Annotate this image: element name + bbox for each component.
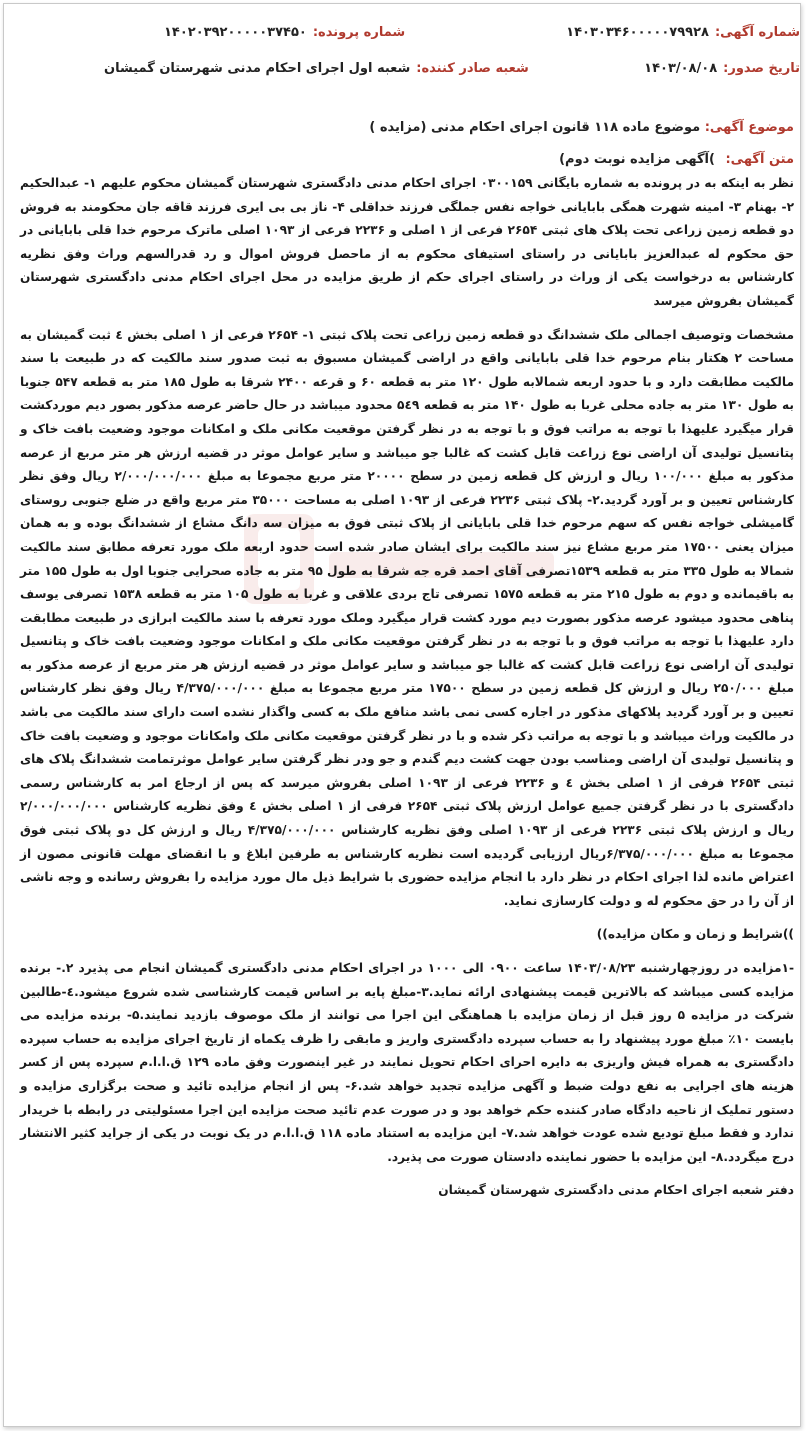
case-number <box>164 24 405 42</box>
issuer <box>104 60 529 78</box>
issue-date <box>644 60 800 78</box>
case-number-label: شماره پرونده: <box>312 25 406 40</box>
notice-number-label: شماره آگهی: <box>714 25 800 40</box>
body-paragraph-property-description: مشخصات وتوصیف اجمالی ملک ششدانگ دو قطعه زمین زراعی تحت پلاک ثبتی ۱- ۲۶۵۴ فرعی از ۱ اصلی بخش ٤ ثبت گمیشان به مساحت ۲ هکتار بنام مرحوم خدا قلی بابایانی واقع در اراضی گمیشان مسبوق به ثبت صدور سند مالکیت که در طبیعت با سند مالکیت مطابقت دارد و با حدود اربعه شمالابه طول ۱۲۰ متر به قطعه ۶۰ و قرعه ۲۴۰۰ شرقا به طول ۱۸۵ متر به قطعه ۵۴۷ جنوبا به طول ۱۳۰ متر به جاده محلی غربا به طول ۱۴۰ متر به قطعه ۵٤۹ محدود میباشد در حال حاضر عرصه مذکور بصور دیم موردکشت قرار میگیرد علیهذا با توجه به مراتب فوق و با توجه به در نظر گرفتن موقعیت مکانی ملک و امکانات موجود وضعیت بافت خاک و پتانسیل تولیدی آن اراضی نوع زراعت قابل کشت که غالبا جو میباشد و سایر عوامل موثر در قضیه ارزش هر متر مربع از عرصه مذکور به مبلغ ۱۰۰/۰۰۰ ریال و ارزش کل قطعه زمین در سطح ۲۰۰۰۰ متر مربع مجموعا به مبلغ ۲/۰۰۰/۰۰۰/۰۰۰ ریال وفق نظر کارشناس تعیین و بر آورد گردید.۲- پلاک ثبتی ۲۲۳۶ فرعی از ۱۰۹۳ اصلی به مساحت ۳۵۰۰۰ متر مربع واقع در ضلع جنوبی روستای گامیشلی خواجه نفس که سهم مرحوم خدا قلی بابایانی از پلاک ثبتی فوق به میزان سه دانگ مشاع از ششدانگ بوده و به همان میزان یعنی ۱۷۵۰۰ متر مربع مشاع نیز سند مالکیت برای ایشان صادر شده است حدود اربعه ملک مورد تعرفه مطابق سند مالکیت شمالا به طول ۳۳۵ متر به قطعه ۱۵۳۹تصرفی آقای احمد قره جه شرقا به طول ۹۵ متر به جاده صحرایی جنوبا اول به طول ۱۵۵ متر به باقیمانده و دوم به طول ۲۱۵ متر به قطعه ۱۵۷۵ تصرفی تاج بردی علاقی و غربا به طول ۱۰۵ متر به قطعه ۱۵۳۸ تصرفی یوسف پناهی محدود میشود عرصه مذکور بصورت دیم مورد کشت قرار میگیرد وملک مورد تعرفه با سند مالکیت ابرازی در طبیعت مطابقت دارد علیهذا با توجه به مراتب فوق و با توجه به در نظر گرفتن موقعیت مکانی ملک و امکانات موجود وضعیت بافت خاک و پتانسیل تولیدی آن اراضی نوع زراعت قابل کشت که غالبا جو میباشد و سایر عوامل موثر در قضیه ارزش هر متر مربع از عرصه مذکور به مبلغ ۲۵۰/۰۰۰ ریال و ارزش کل قطعه زمین در سطح ۱۷۵۰۰ متر مربع مجموعا به مبلغ ۴/۳۷۵/۰۰۰/۰۰۰ ریال وفق نظر کارشناس تعیین و بر آورد گردید پلاکهای مذکور در اجاره کسی نمی باشد منافع ملک به کسی واگذار نشده است دارای سند مالکیت می باشد در مالکیت وراث میباشد و با توجه به مراتب ذکر شده و با در نظر گرفتن موقعیت مکانی ملک وامکانات موجود و وضعیت بافت خاک و پتانسیل تولیدی آن اراضی ومناسب بودن جهت کشت دیم گندم و جو ودر نظر گرفتن سایر عوامل موثرتمامت ششدانگ پلاک های ثبتی ۲۶۵۴ فرفی از ۱ اصلی بخش ٤ و ۲۲۳۶ فرعی از ۱۰۹۳ اصلی بفروش میرسد که پس از ارجاع امر به کارشناس رسمی دادگستری با در نظر گرفتن جمیع عوامل ارزش پلاک ثبتی ۲۶۵۴ فرفی از ۱ اصلی بخش ٤ وفق نظریه کارشناس ۲/۰۰۰/۰۰۰/۰۰۰ ریال و ارزش پلاک ثبتی ۲۲۳۶ فرعی از ۱۰۹۳ اصلی وفق نظریه کارشناس ۴/۳۷۵/۰۰۰/۰۰۰ ریال و ارزش کل دو پلاک ثبتی فوق مجموعا به مبلغ ۶/۳۷۵/۰۰۰/۰۰۰ریال ارزیابی گردیده است نظریه کارشناس به طرفین ابلاغ و با انقضای مهلت قانونی مصون از اعتراض مانده لذا اجرای احکام در نظر دارد با انجام مزایده حضوری با شرایط ذیل مال مورد مزایده را بفروش رسانده و وجه ناشی از آن را در حق محکوم له و دولت کارسازی نماید. <box>20 327 795 908</box>
notice-number-value: ۱۴۰۳۰۳۴۶۰۰۰۰۰۷۹۹۲۸ <box>566 25 709 40</box>
notice-number <box>566 24 800 42</box>
subject-value: موضوع ماده ۱۱۸ قانون اجرای احکام مدنی (مزایده ) <box>369 120 701 135</box>
case-number-value: ۱۴۰۲۰۳۹۲۰۰۰۰۰۳۷۴۵۰ <box>164 25 307 40</box>
notice-text-label: متن آگهی: <box>725 152 794 167</box>
meta-row-issue <box>14 60 800 96</box>
subject-label: موضوع آگهی: <box>704 120 794 135</box>
body-paragraph-conditions: -۱مزایده در روزچهارشنبه ۱۴۰۳/۰۸/۲۳ ساعت ۰۹۰۰ الی ۱۰۰۰ در اجرای احکام مدنی دادگستری گمیشان انجام می پذیرد ۲.- برنده مزایده کسی میباشد که بالاترین قیمت پیشنهادی ارائه نماید.۳-مبلغ پایه بر اساس قیمت کارشناسی شده شروع میشود.٤-طالبین شرکت در مزایده ۵ روز قبل از زمان مزایده با هماهنگی این اجرا می توانند از ملک موصوف بازدید نمایند.۵- برنده مزایده می بایست ۱۰٪ مبلغ مورد پیشنهاد را به حساب سپرده دادگستری واریز و مابقی را ظرف یکماه از تاریخ اجرای مزایده به حساب سپرده دادگستری به همراه فیش واریزی به دایره احرای احکام تحویل نمایند در غیر اینصورت وفق ماده ۱۲۹ ق.ا.ا.م سپرده پس از کسر هزینه های اجرایی به نفع دولت ضبط و آگهی مزایده تجدید خواهد شد.۶- پس از انجام مزایده تائید و صحت برگزاری مزایده و دستور تملیک از ناحیه دادگاه صادر کننده حکم خواهد بود و در صورت عدم تائید صحت مزایده این اجرا مسئولیتی در رابطه با خریدار ندارد و فقط مبلغ تودیع شده عودت خواهد شد.۷- این مزایده به استناد ماده ۱۱۸ ق.ا.ا.م در یک نوبت در یکی از جراید کثیر الانتشار درج میگردد.۸- این مزایده با حضور نماینده دادستان صورت می پذیرد. <box>20 961 795 1164</box>
notice-title: )آگهی مزایده نوبت دوم) <box>559 152 715 167</box>
footer-signature: دفتر شعبه اجرای احکام مدنی دادگستری شهرستان گمیشان <box>438 1183 794 1198</box>
issue-date-value: ۱۴۰۳/۰۸/۰۸ <box>644 61 718 76</box>
body-paragraph-intro: نظر به اینکه به در پرونده به شماره بایگانی ۰۳۰۰۱۵۹ اجرای احکام مدنی دادگستری شهرستان گمیشان محکوم علیهم ۱- عبدالحکیم ۲- بهنام ۳- امینه شهرت همگی بابایانی خواجه نفس جملگی فرزند خداقلی ۴- ناز بی بی ایری فرزند قاقه جان محکومند به فروش دو قطعه زمین زراعی تحت پلاک های ثبتی ۲۶۵۴ فرعی از ۱ اصلی و ۲۲۳۶ فرعی از ۱۰۹۳ اصلی ماترک مرحوم خدا قلی بابایانی در حق محکوم له عبدالعزیز بابایانی در راستای استیفای محکوم به از ماحصل فروش اموال و رد قدرالسهم وراث وفق نظریه کارشناس به درخواست یکی از وراث در راستای اجرای حکم از طریق مزایده در محل اجرای احکام مدنی دادگستری شهرستان گمیشان بفروش میرسد <box>20 176 795 308</box>
issuer-value: شعبه اول اجرای احکام مدنی شهرستان گمیشان <box>104 61 411 76</box>
notice-subject <box>14 118 800 138</box>
issuer-label: شعبه صادر کننده: <box>416 61 529 76</box>
document-frame <box>3 3 801 1427</box>
notice-text-header <box>14 148 800 172</box>
issue-date-label: تاریخ صدور: <box>723 61 800 76</box>
notice-document <box>14 24 800 1203</box>
meta-row-numbers <box>14 24 800 60</box>
conditions-heading: ))شرایط و زمان و مکان مزایده)) <box>596 927 794 942</box>
